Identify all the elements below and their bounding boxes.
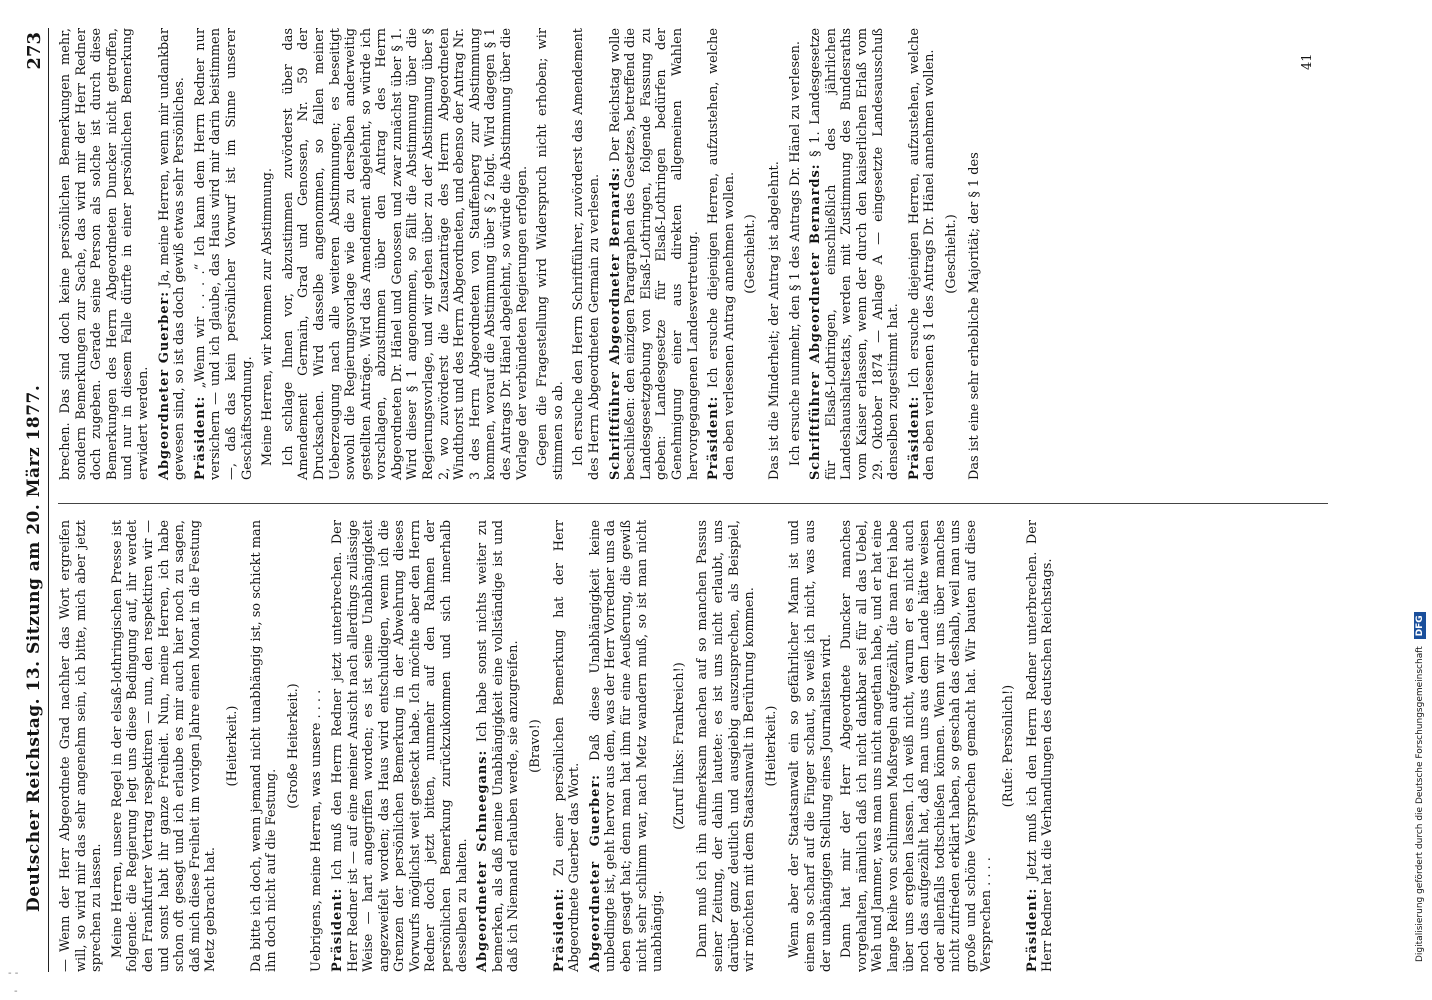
paragraph (787, 520, 834, 972)
paragraph (608, 28, 702, 480)
paragraph (475, 520, 522, 972)
paragraph-text: Ja, meine Herren, wenn mir undankbar gewesen sind, so ist das doch gewiß etwas sehr Persönliches. (156, 28, 188, 480)
paragraph (571, 28, 602, 480)
paragraph-text: Gegen die Fragestellung wird Widerspruch nicht erhoben; wir stimmen so ab. (535, 28, 566, 480)
paragraph (588, 520, 666, 972)
paragraph-text: Meine Herren, unsere Regel in der elsaß-lothringischen Presse ist folgende: die Regierung legt uns diese Bedingung auf, ihr werdet den Frankfurter Vertrag respektiren — nun, den respektiren wir — und sonst habt ihr ganze Freiheit. Nun, meine Herren, ich habe schon oft gesagt und ich erlaube es mir auch hier noch zu sagen, daß mich diese Freiheit im vorigen Jahre einen Monat in die Festung Metz gebracht hat. (109, 520, 219, 972)
speaker-label: Abgeordneter Guerber: (587, 774, 603, 972)
paragraph (808, 28, 902, 480)
paragraph-text: Der Reichstag wolle beschließen: den einzigen Paragraphen des Gesetzes, betreffend die Landesgesetzgebung von Elsaß-Lothringen, folgende Fassung zu geben: Landesgesetze für Elsaß-Lothringen bedürfen der Genehmigung einer aus direkten allgemeinen Wahlen hervorgegangenen Landesvertretung. (607, 27, 701, 480)
speaker-label: Schriftführer Abgeordneter Bernards: (808, 163, 824, 480)
dfg-logo: DFG (1414, 612, 1426, 639)
paragraph-text: Dann hat mir der Herr Abgeordnete Duncker manches vorgehalten, nämlich daß ich nicht dankbar sei für all das Uebel, Weh und Jammer, was man uns nicht angethan habe, und er hat eine lange Reihe von schlimmen Maßregeln aufgezählt, die man frei habe über uns ergehen lassen. Ich weiß nicht, warum er es nicht auch noch das aufgezählt hat, daß man uns aus dem Lande hätte weisen oder allenfalls todtschießen können. Wenn wir uns über manches nicht zufrieden erklärt haben, so geschah das deshalb, weil man uns große und schöne Versprechen gemacht hat. Wir bauten auf diese Versprechen . . . . (839, 520, 995, 972)
paragraph (260, 28, 276, 480)
paragraph (967, 28, 983, 480)
paragraph (193, 28, 255, 480)
speaker-label: Abgeordneter Guerber: (156, 290, 172, 480)
page-header (22, 28, 49, 972)
paragraph (535, 28, 566, 480)
page-number: 273 (24, 32, 45, 70)
paragraph (788, 28, 804, 480)
speaker-label: Abgeordneter Schneegans: (475, 749, 491, 972)
column-divider (58, 503, 1328, 504)
paragraph-text: Das ist eine sehr erhebliche Majorität; der § 1 des (967, 152, 983, 480)
paragraph (58, 520, 105, 972)
paragraph-text: Wenn aber der Staatsanwalt ein so gefährlicher Mann ist und einem so scharf auf die Finger schaut, so weiß ich nicht, was aus der unabhängigen Stellung eines Journalisten wird. (787, 520, 834, 972)
paragraph (552, 520, 583, 972)
right-column (58, 28, 988, 480)
speaker-label: Präsident: (706, 395, 722, 480)
paragraph-text: „Wenn wir . . . .“ Ich kann dem Herrn Redner nur versichern — und ich glaube, das Haus wird mir darin beistimmen —, daß das kein persönlicher Vorwurf ist im Sinne unserer Geschäftsordnung. (192, 28, 255, 480)
speaker-label: Präsident: (329, 887, 345, 972)
paragraph-text: Ich habe sonst nichts weiter zu bemerken, als daß meine Unabhängigkeit eine vollständige ist und daß ich Niemand erlauben werde, sie anzugreifen. (475, 520, 522, 972)
paragraph-text: Dann muß ich ihn aufmerksam machen auf so manchen Passus seiner Zeitung, der dahin lautete: es ist uns nicht erlaubt, uns darüber ganz deutlich und ausgiebig auszusprechen, als Beispiel, wir möchten mit dem Staatsanwalt in Berührung kommen. (695, 520, 758, 972)
paragraph (330, 520, 470, 972)
paragraph (58, 28, 152, 480)
paragraph-text: — Wenn der Herr Abgeordnete Grad nachher das Wort ergreifen will, so wird mir das sehr angenehm sein, ich bitte, mich aber jetzt sprechen zu lassen. (58, 520, 105, 972)
paragraph (767, 28, 783, 480)
margin-mark: - (14, 986, 18, 997)
stage-direction: (Bravo!) (528, 719, 544, 773)
stage-direction: (Geschieht.) (743, 214, 759, 294)
paragraph (281, 28, 531, 480)
paragraph-text: Ich ersuche den Herrn Schriftführer, zuvörderst das Amendement des Herrn Abgeordneten Germain zu verlesen. (571, 28, 602, 480)
stage-direction: (Rufe: Persönlich!) (1001, 684, 1017, 808)
paragraph-text: Ich ersuche nunmehr, den § 1 des Antrags Dr. Hänel zu verlesen. (787, 41, 803, 466)
paragraph (839, 520, 995, 972)
stage-direction: (Zuruf links: Frankreich!) (671, 662, 687, 830)
paragraph-text: brechen. Das sind doch keine persönlichen Bemerkungen mehr, sondern Bemerkungen zur Sache, das wird mir der Herr Redner doch zugeben. Gerade seine Person als solche ist durch diese Bemerkungen des Herrn Abgeordneten Duncker nicht getroffen, und nur in diesem Falle dürfte in einer persönlichen Bemerkung erwidert werden. (58, 28, 151, 480)
paragraph-text: Ich schlage Ihnen vor, abzustimmen zuvörderst über das Amendement Germain, Grad und Genossen, Nr. 59 der Drucksachen. Wird dasselbe angenommen, so fallen meiner Ueberzeugung nach alle weiteren Abstimmungen; es beseitigt sowohl die Regierungsvorlage wie die zu derselben anderweitig gestellten Anträge. Wird das Amendement abgelehnt, so würde ich vorschlagen, abzustimmen über den Antrag des Herrn Abgeordneten Dr. Hänel und Genossen und zwar zunächst über § 1. Wird dieser § 1 angenommen, so fällt die Abstimmung über die Regierungsvorlage, und wir gehen über zu der Abstimmung über § 2, wo zuvörderst die Zusatzanträge des Herrn Abgeordneten Windthorst und des Herrn Abgeordneten, und ebenso der Antrag Nr. 3 des Herrn Abgeordneten von Stauffenberg zur Abstimmung kommen, worauf die Abstimmung über § 2 folgt. Wird dagegen § 1 des Antrags Dr. Hänel abgelehnt, so würde die Abstimmung über die Vorlage der verbündeten Regierungen erfolgen. (280, 28, 530, 480)
left-column (58, 520, 1061, 972)
stage-direction: (Heiterkeit.) (224, 705, 240, 787)
paragraph (110, 520, 219, 972)
paragraph-text: Meine Herren, wir kommen zur Abstimmung. (260, 168, 276, 466)
paragraph (249, 520, 280, 972)
paragraph (695, 520, 757, 972)
paragraph-text: Ich ersuche diejenigen Herren, aufzustehen, welche den eben verlesenen Antrag annehmen wollen. (706, 28, 737, 480)
paragraph-text: Uebrigens, meine Herren, was unsere . . . . (309, 689, 325, 972)
catchword: 41 (1300, 53, 1315, 70)
dfg-credit-text: Digitalisierung gefördert durch die Deutsche Forschungsgemeinschaft (1415, 646, 1425, 962)
running-title: Deutscher Reichstag. 13. Sitzung am 20. März 1877. (24, 384, 44, 912)
speaker-label: Schriftführer Abgeordneter Bernards: (607, 166, 623, 480)
speaker-label: Präsident: (192, 395, 208, 480)
paragraph (706, 28, 737, 480)
paragraph-text: Ich ersuche diejenigen Herren, aufzustehen, welche den eben verlesenen § 1 des Antrags Dr. Hänel annehmen wollen. (906, 28, 938, 480)
speaker-label: Präsident: (906, 395, 922, 480)
stage-direction: (Geschieht.) (943, 214, 959, 294)
paragraph-text: Das ist die Minderheit; der Antrag ist abgelehnt. (766, 161, 782, 480)
paragraph-text: Daß diese Unabhängigkeit keine unbedingte ist, geht hervor aus dem, was der Herr Vorredner uns da eben gesagt hat; denn man hat ihm für eine Aeußerung, die gewiß nicht sehr schlimm war, nach Metz wandern muß, so ist man nicht unabhängig. (587, 520, 666, 972)
stage-direction: (Heiterkeit.) (763, 705, 779, 787)
paragraph-text: Ich muß den Herrn Redner jetzt unterbrechen. Der Herr Redner ist — auf eine meiner Ansicht nach allerdings zulässige Weise — hart angegriffen worden; es ist seine Unabhängigkeit angezweifelt worden; das Haus wird entschuldigen, wenn ich die Grenzen der persönlichen Bemerkung in der Abwehrung dieses Vorwurfs möglichst weit gesteckt habe. Ich möchte aber den Herrn Redner doch jetzt bitten, nunmehr auf den Rahmen der persönlichen Bemerkung zurückzukommen und sich innerhalb desselben zu halten. (329, 520, 470, 972)
speaker-label: Präsident: (1024, 887, 1040, 972)
paragraph-text: Zu einer persönlichen Bemerkung hat der Herr Abgeordnete Guerber das Wort. (551, 520, 583, 972)
stage-direction: (Große Heiterkeit.) (285, 683, 301, 809)
margin-mark: - - (8, 968, 19, 979)
paragraph-text: § 1. Landesgesetze für Elsaß-Lothringen, einschließlich des jährlichen Landeshaushaltsetats, werden mit Zustimmung des Bundesraths vom Kaiser erlassen, wenn der durch den kaiserlichen Erlaß vom 29. Oktober 1874 — Anlage A — eingesetzte Landesausschuß denselben zugestimmt hat. (808, 28, 902, 480)
speaker-label: Präsident: (551, 887, 567, 972)
paragraph-text: Jetzt muß ich den Herrn Redner unterbrechen. Der Herr Redner hat die Verhandlungen des deutschen Reichstags. (1024, 520, 1056, 972)
dfg-credit-sidebar (1414, 18, 1426, 962)
paragraph (1025, 520, 1056, 972)
paragraph-text: Da bitte ich doch, wenn jemand nicht unabhängig ist, so schickt man ihn doch nicht auf die Festung. (248, 520, 280, 972)
paragraph (157, 28, 188, 480)
paragraph (309, 520, 325, 972)
paragraph (907, 28, 938, 480)
